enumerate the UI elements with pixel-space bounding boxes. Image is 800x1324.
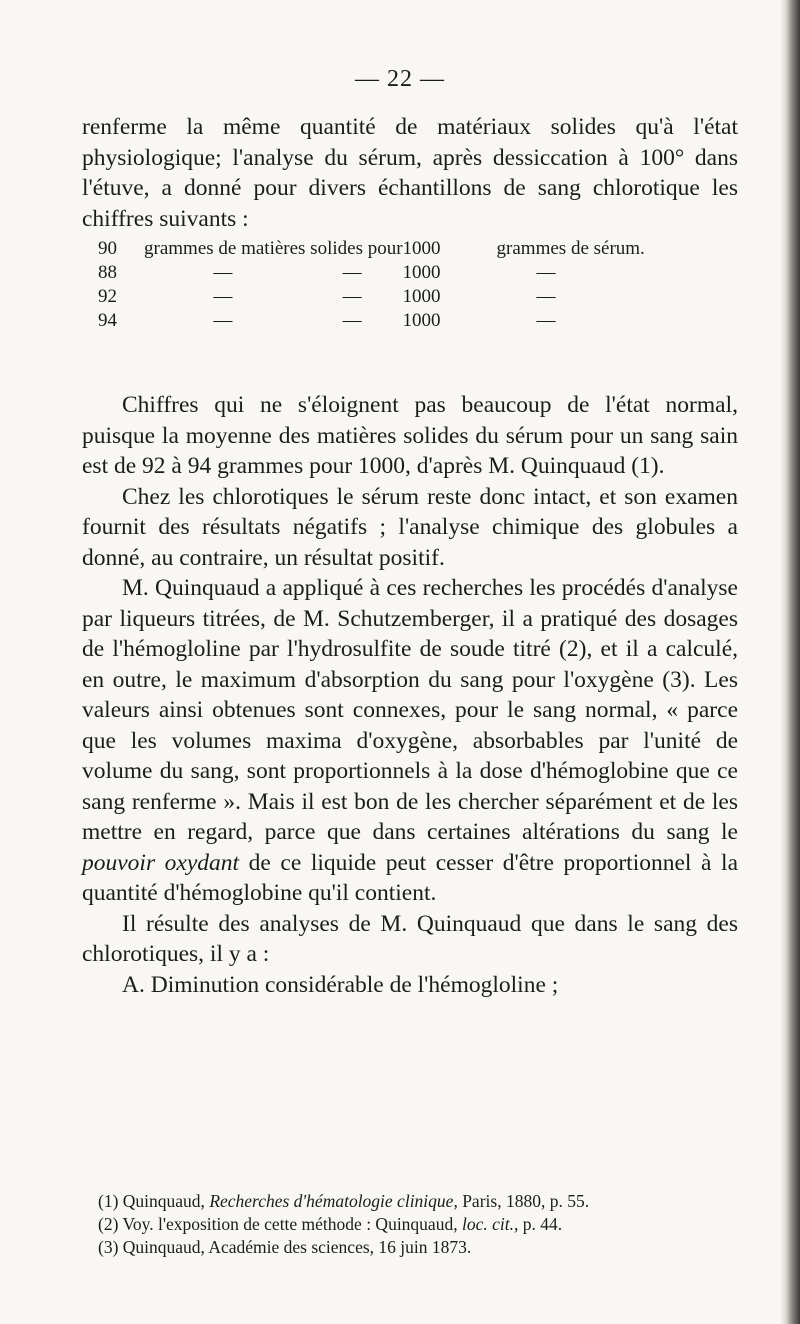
table-row bbox=[98, 309, 698, 333]
table-cell-description: grammes de matières solides pour bbox=[144, 238, 403, 259]
table-row bbox=[98, 261, 698, 285]
table-cell-unit: grammes de sérum. bbox=[496, 238, 645, 259]
ditto-mark: — bbox=[213, 262, 233, 283]
ditto-mark: — bbox=[342, 310, 362, 331]
paragraph: Chiffres qui ne s'éloignent pas beaucoup de l'état normal, puisque la moyenne des matières solides du sérum pour un sang sain est de 92 à 94 grammes pour 1000, d'après M. Quinquaud (1). bbox=[82, 392, 738, 479]
serum-solids-table bbox=[98, 237, 698, 333]
paragraph bbox=[82, 573, 738, 909]
table-cell-total: 1000 bbox=[402, 262, 441, 283]
italic-term: pouvoir oxydant bbox=[82, 849, 240, 876]
intro-paragraph: renferme la même quantité de matériaux solides qu'à l'état physiologique; l'analyse du sérum, après dessiccation à 100° dans l'étuve, a donné pour divers échantillons de sang chlorotique les chiffres suivants : bbox=[82, 114, 738, 232]
paragraph: Chez les chlorotiques le sérum reste donc intact, et son examen fournit des résultats négatifs ; l'analyse chimique des globules a donné, au contraire, un résultat positif. bbox=[82, 483, 738, 571]
paragraph-text: de ce liquide peut cesser d'être proportionnel à la quantité d'hémoglobine qu'il contient. bbox=[82, 849, 738, 906]
table-cell-value: 90 bbox=[98, 238, 117, 259]
footnotes bbox=[98, 1190, 718, 1259]
ditto-mark: — bbox=[536, 286, 556, 307]
footnote-citation: loc. cit. bbox=[461, 1214, 514, 1234]
table-cell-total: 1000 bbox=[402, 310, 441, 331]
paragraph: A. Diminution considérable de l'hémogloline ; bbox=[122, 971, 559, 998]
paragraph-text: M. Quinquaud a appliqué à ces recherches les procédés d'analyse par liqueurs titrées, de M. Schutzemberger, il a pratiqué des dosages de l'hémogloline par l'hydrosulfite de soude titré (2), et il a calculé, en outre, le maximum d'absorption du sang pour l'oxygène (3). Les valeurs ainsi obtenues sont connexes, pour le sang normal, « parce que les volumes maxima d'oxygène, absorbables par l'unité de volume du sang, sont proportionnels à la dose d'hémoglobine que ce sang renferme ». Mais il est bon de les chercher séparément et de les mettre en regard, parce que dans certaines altérations du sang le bbox=[82, 575, 738, 845]
ditto-mark: — bbox=[536, 262, 556, 283]
footnote-title: Recherches d'hématologie clinique bbox=[209, 1191, 454, 1211]
table-cell-value: 88 bbox=[98, 262, 117, 283]
footnote: (2) Voy. l'exposition de cette méthode : Quinquaud, loc. cit., p. 44. bbox=[98, 1214, 563, 1234]
ditto-mark: — bbox=[536, 310, 556, 331]
footnote: (1) Quinquaud, Recherches d'hématologie clinique, Paris, 1880, p. 55. bbox=[98, 1191, 590, 1211]
ditto-mark: — bbox=[342, 262, 362, 283]
table-row bbox=[98, 285, 698, 309]
table-cell-total: 1000 bbox=[402, 238, 441, 259]
table-row bbox=[98, 237, 698, 261]
page-number: — 22 — bbox=[355, 66, 445, 92]
page-binding-edge bbox=[780, 0, 800, 1324]
paragraph: Il résulte des analyses de M. Quinquaud que dans le sang des chlorotiques, il y a : bbox=[82, 910, 738, 967]
table-cell-total: 1000 bbox=[402, 286, 441, 307]
body-text bbox=[82, 390, 738, 1000]
footnote: (3) Quinquaud, Académie des sciences, 16 juin 1873. bbox=[98, 1237, 472, 1257]
ditto-mark: — bbox=[342, 286, 362, 307]
ditto-mark: — bbox=[213, 310, 233, 331]
table-cell-value: 94 bbox=[98, 310, 117, 331]
ditto-mark: — bbox=[213, 286, 233, 307]
table-cell-value: 92 bbox=[98, 286, 117, 307]
